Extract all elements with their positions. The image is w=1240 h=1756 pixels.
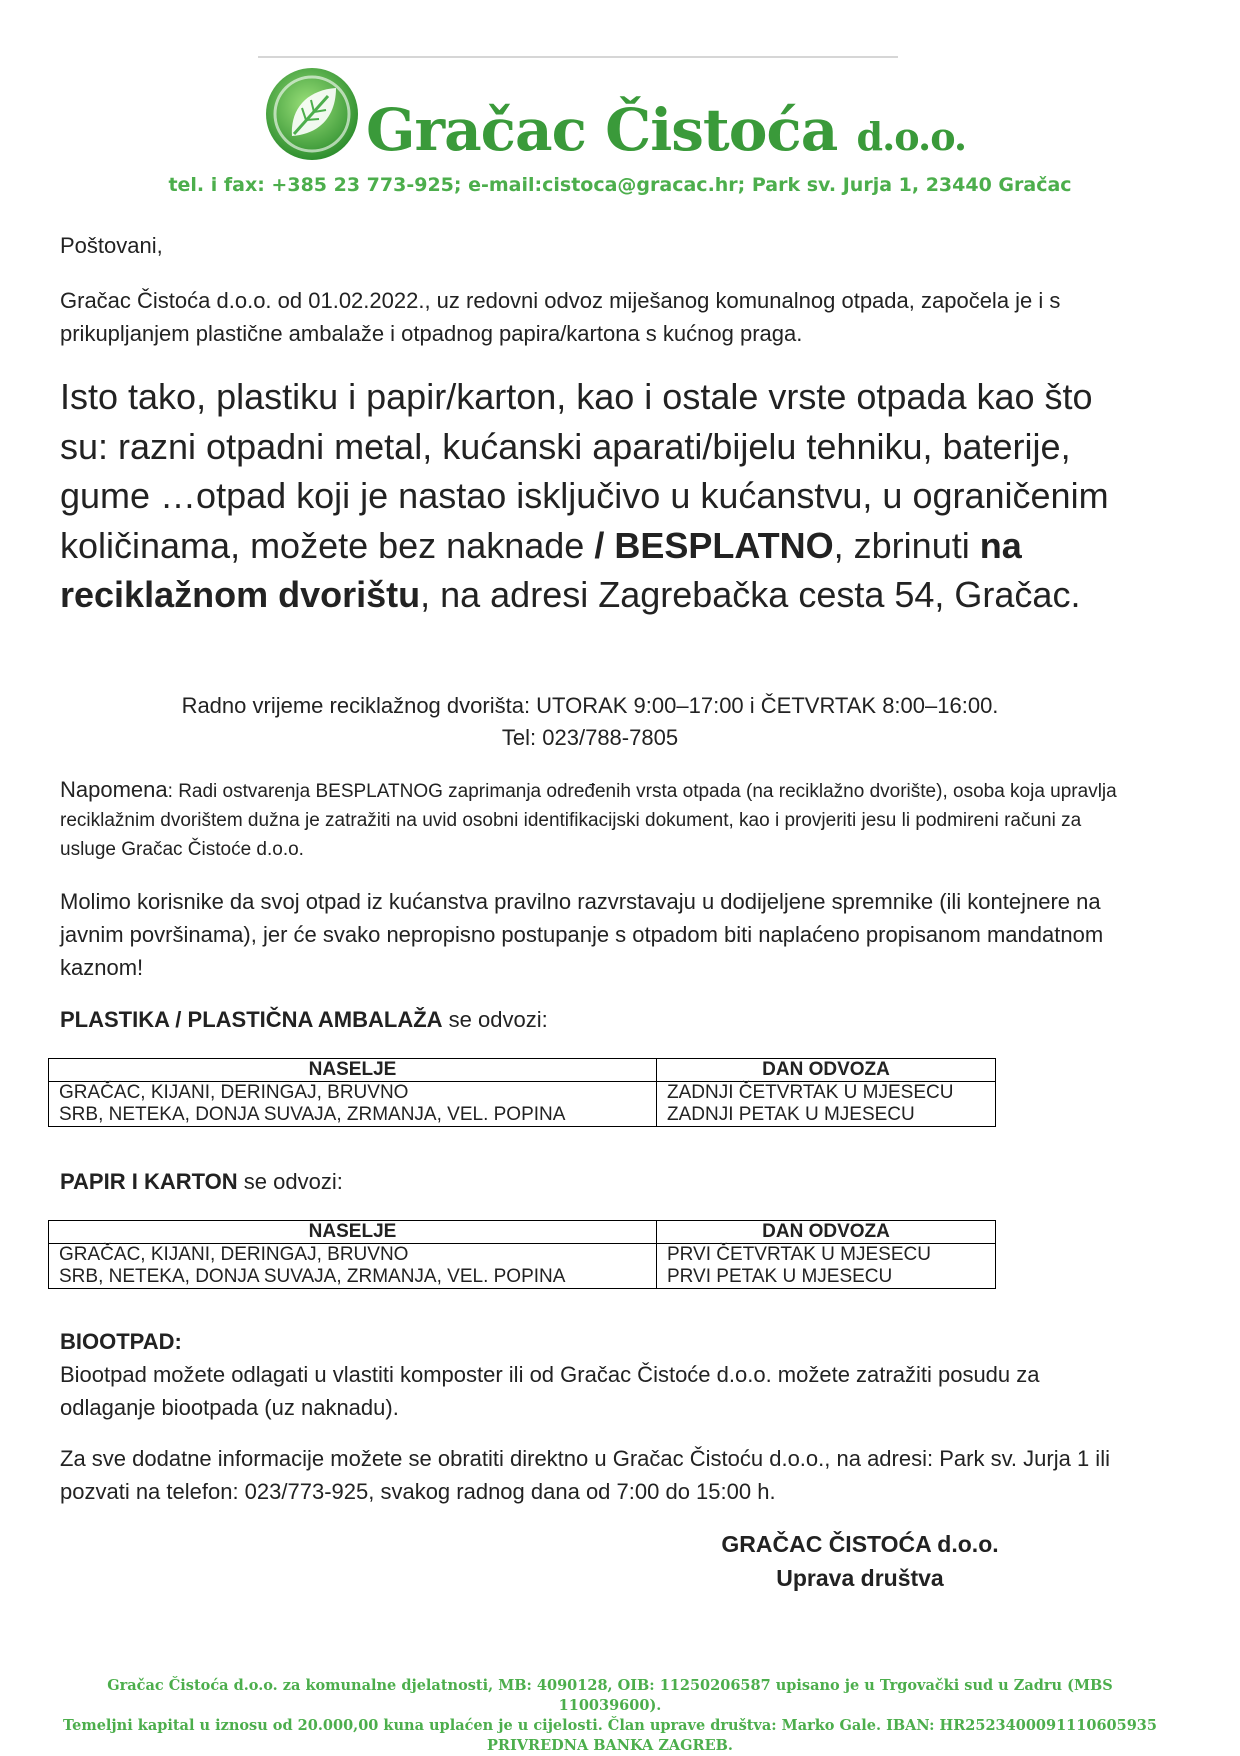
pickup-day-cell: ZADNJI PETAK U MJESECU	[657, 1104, 996, 1127]
column-header-settlement: NASELJE	[49, 1221, 657, 1244]
greeting: Poštovani,	[60, 233, 163, 258]
footer-line: Temeljni kapital u iznosu od 20.000,00 kuna uplaćen je u cijelosti. Član uprave društva: Marko Gale. IBAN: HR2523400091110605935	[63, 1717, 1157, 1734]
biowaste-paragraph: Biootpad možete odlagati u vlastiti komposter ili od Gračac Čistoće d.o.o. možete zatražiti posudu za odlaganje biootpada (uz naknadu).	[60, 1362, 1040, 1420]
biowaste-heading: BIOOTPAD:	[60, 1329, 182, 1354]
recycling-yard-phone: Tel: 023/788-7805	[501, 725, 679, 750]
plastic-heading: PLASTIKA / PLASTIČNA AMBALAŽA se odvozi:	[60, 1007, 548, 1032]
pickup-day-cell: PRVI PETAK U MJESECU	[657, 1266, 996, 1289]
pickup-day-cell: PRVI ČETVRTAK U MJESECU	[657, 1244, 996, 1267]
settlement-cell: GRAČAC, KIJANI, DERINGAJ, BRUVNO	[49, 1082, 657, 1105]
contact-info-paragraph: Za sve dodatne informacije možete se obratiti direktno u Gračac Čistoću d.o.o., na adresi: Park sv. Jurja 1 ili pozvati na telefon: 023/773-925, svakog radnog dana od 7:00 do 15:00 h.	[60, 1446, 1110, 1504]
note-paragraph: Napomena: Radi ostvarenja BESPLATNOG zaprimanja određenih vrsta otpada (na reciklažno dvorište), osoba koja upravlja reciklažnim dvorištem dužna je zatražiti na uvid osobni identifikacijski dokument, kao i provjeriti jesu li podmireni računi za usluge Gračac Čistoće d.o.o.	[60, 777, 1117, 860]
settlement-cell: GRAČAC, KIJANI, DERINGAJ, BRUVNO	[49, 1244, 657, 1267]
table-row	[49, 1266, 996, 1289]
paper-schedule-table	[48, 1220, 996, 1289]
table-row	[49, 1082, 996, 1105]
highlight-paragraph: Isto tako, plastiku i papir/karton, kao i ostale vrste otpada kao što su: razni otpadni metal, kućanski aparati/bijelu tehniku, baterije, gume …otpad koji je nastao isključivo u kućanstvu, u ograničenim količinama, možete bez naknade / BESPLATNO, zbrinuti na reciklažnom dvorištu, na adresi Zagrebačka cesta 54, Gračac.	[60, 376, 1109, 615]
table-row	[49, 1244, 996, 1267]
paper-heading: PAPIR I KARTON se odvozi:	[60, 1169, 343, 1194]
plastic-schedule-table	[48, 1058, 996, 1127]
settlement-cell: SRB, NETEKA, DONJA SUVAJA, ZRMANJA, VEL. POPINA	[49, 1266, 657, 1289]
footer-line: PRIVREDNA BANKA ZAGREB.	[487, 1737, 733, 1754]
leaf-icon	[262, 64, 362, 164]
signature-department: Uprava društva	[776, 1565, 944, 1591]
settlement-cell: SRB, NETEKA, DONJA SUVAJA, ZRMANJA, VEL. POPINA	[49, 1104, 657, 1127]
letterhead-contact: tel. i fax: +385 23 773-925; e-mail:cistoca@gracac.hr; Park sv. Jurja 1, 23440 Gračac	[168, 174, 1072, 196]
intro-paragraph: Gračac Čistoća d.o.o. od 01.02.2022., uz redovni odvoz miješanog komunalnog otpada, započela je i s prikupljanjem plastične ambalaže i otpadnog papira/kartona s kućnog praga.	[60, 288, 1061, 346]
footer-line: Gračac Čistoća d.o.o. za komunalne djelatnosti, MB: 4090128, OIB: 11250206587 upisano je u Trgovački sud u Zadru (MBS 110039600).	[107, 1677, 1113, 1714]
column-header-pickup-day: DAN ODVOZA	[657, 1221, 996, 1244]
column-header-pickup-day: DAN ODVOZA	[657, 1059, 996, 1082]
recycling-yard-hours: Radno vrijeme reciklažnog dvorišta: UTORAK 9:00–17:00 i ČETVRTAK 8:00–16:00.	[181, 693, 999, 718]
column-header-settlement: NASELJE	[49, 1059, 657, 1082]
pickup-day-cell: ZADNJI ČETVRTAK U MJESECU	[657, 1082, 996, 1105]
table-row	[49, 1104, 996, 1127]
signature-company: GRAČAC ČISTOĆA d.o.o.	[721, 1531, 999, 1557]
request-paragraph: Molimo korisnike da svoj otpad iz kućanstva pravilno razvrstavaju u dodijeljene spremnike (ili kontejnere na javnim površinama), jer će svako nepropisno postupanje s otpadom biti naplaćeno propisanom mandatnom kaznom!	[60, 889, 1104, 980]
footer	[60, 1676, 1160, 1756]
company-logo-text: Gračac Čistoća d.o.o.	[366, 96, 967, 164]
